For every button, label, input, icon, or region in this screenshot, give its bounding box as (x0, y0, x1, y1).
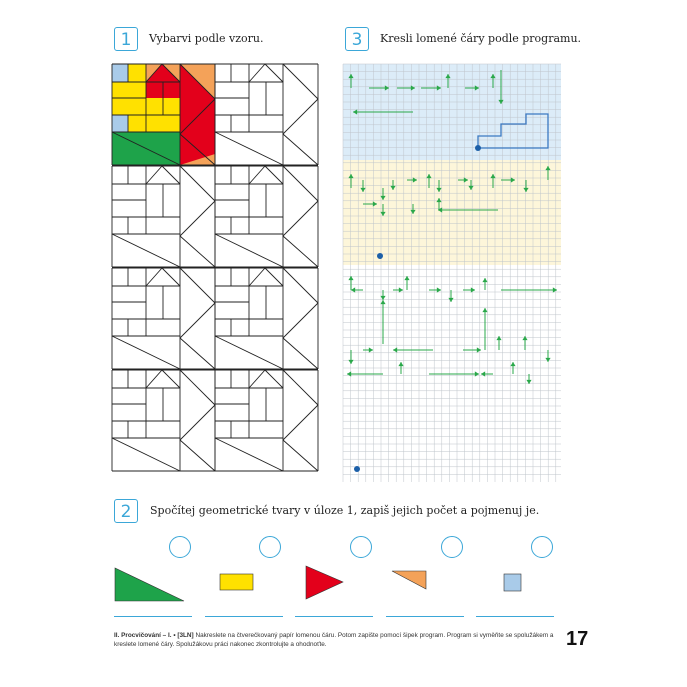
pattern-line (283, 236, 318, 267)
pattern-line (180, 440, 215, 471)
pattern-line (146, 166, 162, 184)
pattern-line (180, 201, 215, 236)
program-arrow-icon (482, 278, 487, 290)
program-arrow-icon (522, 336, 527, 350)
program-arrow-icon (363, 347, 373, 352)
footer-note (114, 631, 554, 649)
pattern-line (146, 370, 162, 388)
start-dot-2 (377, 253, 383, 259)
pattern-line (180, 236, 215, 267)
pattern-line (180, 303, 215, 338)
answer-line-4[interactable] (386, 616, 464, 617)
program-arrow-icon (348, 350, 353, 364)
footer-note-text: Nakreslete na čtverečkovaný papír lomenou čáru. Potom zapište pomocí šipek program. Program si vyměňte se spolužákem a kreslete lomené čáry. Spolužákovu práci nakonec zkontrolujte a ohodnoťte. (114, 632, 554, 648)
program-arrow-icon (496, 336, 501, 350)
count-circle-3[interactable] (350, 536, 372, 558)
count-circle-2[interactable] (259, 536, 281, 558)
pattern-line (180, 338, 215, 369)
pattern-line (283, 303, 318, 338)
task-1-instruction: Vybarvi podle vzoru. (149, 32, 264, 45)
pattern-line (162, 166, 180, 184)
pattern-line (146, 268, 162, 286)
task-number-3: 3 (345, 27, 369, 51)
program-arrow-icon (482, 308, 487, 350)
footer-note-heading: II. Procvičování – I. • [3LN] (114, 632, 194, 639)
pattern-line (249, 166, 265, 184)
task-number-2: 2 (114, 499, 138, 523)
pattern-line (265, 370, 283, 388)
pattern-line (180, 166, 215, 201)
pattern-line (215, 438, 283, 471)
answer-line-5[interactable] (476, 616, 554, 617)
pattern-line (283, 405, 318, 440)
pattern-line (112, 336, 180, 369)
pattern-line (265, 166, 283, 184)
orange-trapezoid-icon (391, 570, 431, 592)
answer-line-2[interactable] (205, 616, 283, 617)
answer-line-1[interactable] (114, 616, 192, 617)
task-number-1: 1 (114, 27, 138, 51)
pattern-line (283, 99, 318, 134)
task-2-instruction: Spočítej geometrické tvary v úloze 1, zapiš jejich počet a pojmenuj je. (150, 504, 540, 517)
red-triangle-icon (305, 565, 345, 601)
pattern-line (283, 440, 318, 471)
count-circle-4[interactable] (441, 536, 463, 558)
pattern-line (112, 438, 180, 471)
pattern-line (215, 234, 283, 267)
program-arrow-icon (404, 276, 409, 290)
pattern-line (180, 370, 215, 405)
task-3-instruction: Kresli lomené čáry podle programu. (380, 32, 582, 45)
pattern-line (112, 234, 180, 267)
program-grid (343, 64, 561, 482)
pattern-line (283, 166, 318, 201)
pattern-line (162, 268, 180, 286)
start-dot-1 (475, 145, 481, 151)
pattern-line (283, 134, 318, 165)
pattern-line (283, 370, 318, 405)
pattern-line (180, 268, 215, 303)
pattern-line (265, 64, 283, 82)
pattern-line (215, 336, 283, 369)
count-circle-5[interactable] (531, 536, 553, 558)
pattern-line (215, 132, 283, 165)
pattern-line (249, 268, 265, 286)
pattern-line (283, 201, 318, 236)
start-dot-3 (354, 466, 360, 472)
pattern-line (249, 64, 265, 82)
zone-yellow (343, 160, 561, 265)
pattern-line (283, 64, 318, 99)
coloring-pattern (112, 64, 318, 474)
blue-square-icon (503, 573, 523, 593)
pattern-line (283, 338, 318, 369)
page-number: 17 (566, 628, 589, 650)
yellow-rectangle-icon (219, 573, 255, 593)
pattern-line (249, 370, 265, 388)
pattern-line (162, 370, 180, 388)
program-arrow-icon (348, 276, 353, 290)
pattern-line (265, 268, 283, 286)
pattern-line (283, 268, 318, 303)
program-arrow-icon (393, 347, 433, 352)
pattern-line (180, 405, 215, 440)
green-right-triangle-icon (114, 567, 186, 603)
count-circle-1[interactable] (169, 536, 191, 558)
answer-line-3[interactable] (295, 616, 373, 617)
